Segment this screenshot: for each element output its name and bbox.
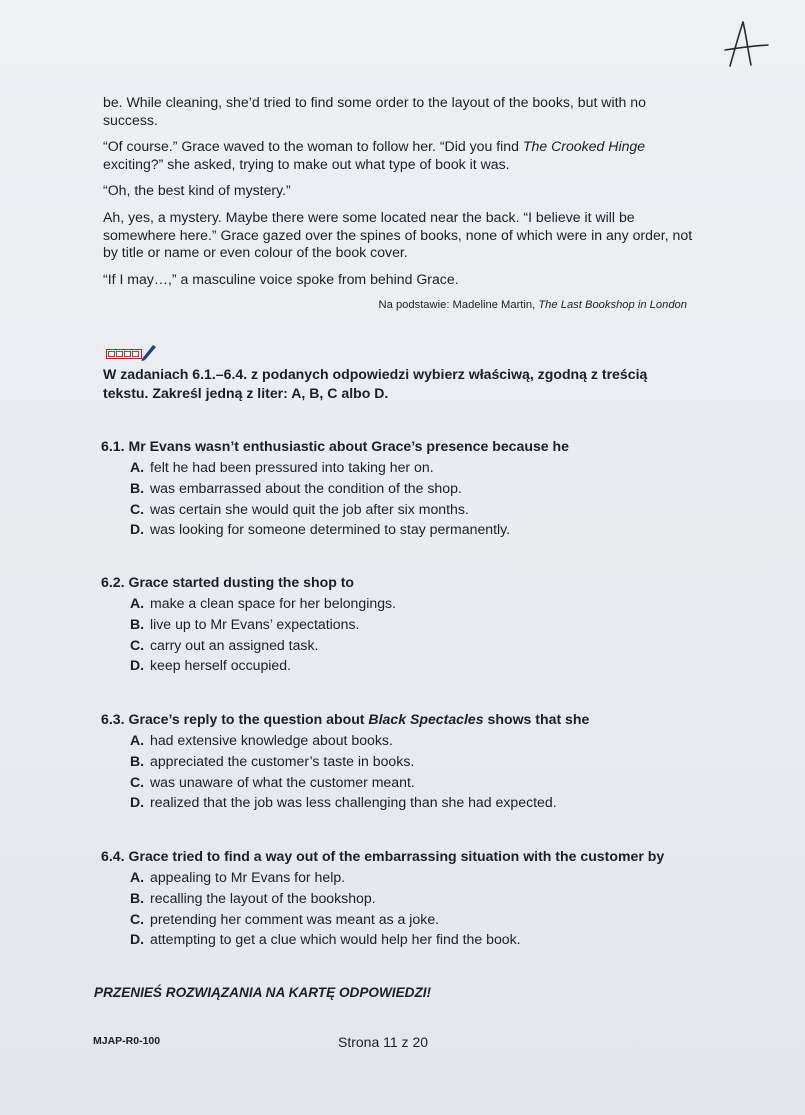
option-text: was unaware of what the customer meant. [150,773,415,790]
answer-option[interactable] [130,867,701,888]
question-number: 6.1. [101,438,125,454]
option-letter[interactable]: C. [130,773,145,790]
passage-paragraph [103,209,693,262]
question-stem [101,709,701,729]
page-number: Strona 11 z 20 [338,1034,429,1050]
question-6-2 [101,572,701,676]
option-letter[interactable]: A. [130,869,145,885]
transfer-answers-note: PRZENIEŚ ROZWIĄZANIA NA KARTĘ ODPOWIEDZI! [94,985,432,1000]
option-text: live up to Mr Evans’ expectations. [150,615,360,632]
option-text: was looking for someone determined to stay permanently. [150,521,511,538]
option-letter[interactable]: B. [130,615,145,632]
source-prefix: Na podstawie: Madeline Martin, [378,299,539,311]
option-letter[interactable]: C. [130,910,145,927]
answer-options [130,730,701,813]
option-letter[interactable]: D. [130,931,145,948]
option-text: recalling the layout of the bookshop. [150,889,376,906]
option-letter[interactable]: B. [130,752,145,769]
option-letter[interactable]: C. [130,636,145,653]
answer-option[interactable] [130,635,701,656]
option-text: realized that the job was less challenging than she had expected. [150,794,557,811]
handwritten-letter-a [722,18,770,70]
option-letter[interactable]: A. [130,595,145,611]
option-text: appealing to Mr Evans for help. [150,869,346,885]
question-6-1 [101,436,701,540]
passage-paragraph [103,94,693,129]
answer-option[interactable] [130,772,701,793]
answer-option[interactable] [130,499,701,520]
option-text: was embarrassed about the condition of the shop. [150,479,462,496]
question-stem-run-title: Black Spectacles [368,711,484,727]
option-letter[interactable]: B. [130,889,145,906]
answer-option[interactable] [130,457,701,478]
source-title: The Last Bookshop in London [538,299,687,311]
passage-paragraph [103,138,693,173]
task-instructions: W zadaniach 6.1.–6.4. z podanych odpowiedzi wybierz właściwą, zgodną z treścią tekstu. Zakreśl jedną z liter: A, B, C albo D. [103,366,648,401]
option-text: attempting to get a clue which would help her find the book. [150,931,521,948]
passage-run-title: The Crooked Hinge [522,138,646,155]
option-text: had extensive knowledge about books. [150,732,393,748]
question-stem-run-text: Grace started dusting the shop to [128,574,355,590]
question-number: 6.4. [101,848,125,864]
option-letter[interactable]: D. [130,657,145,674]
question-stem-run-text: Grace tried to find a way out of the embarrassing situation with the customer by [128,848,665,864]
passage-run-text: “If I may…,” a masculine voice spoke from behind Grace. [103,270,459,287]
answer-options [130,593,701,676]
passage-paragraph [103,182,693,200]
answer-option[interactable] [130,751,701,772]
question-stem-run-text: Grace’s reply to the question about [128,711,369,727]
answer-option[interactable] [130,478,701,499]
answer-option[interactable] [130,614,701,635]
passage-run-text: Ah, yes, a mystery. Maybe there were some located near the back. “I believe it will be somewhere here.” Grace gazed over the spines of books, none of which were in any order, not by title or name or even colour of the book cover. [103,208,693,261]
option-letter[interactable]: D. [130,794,145,811]
answer-options [130,867,701,950]
option-text: keep herself occupied. [150,657,292,674]
passage-run-text: “Oh, the best kind of mystery.” [103,182,291,199]
answer-option[interactable] [130,655,701,676]
option-text: felt he had been pressured into taking her on. [150,459,434,475]
answer-option[interactable] [130,888,701,909]
answer-option[interactable] [130,929,701,950]
pencil-boxes-icon [106,343,158,361]
answer-option[interactable] [130,730,701,751]
question-stem-run-text: shows that she [483,711,590,727]
passage-source [362,299,687,311]
answer-option[interactable] [130,593,701,614]
question-6-3 [101,709,701,813]
exam-code: MJAP-R0-100 [93,1035,161,1047]
question-stem [101,436,701,456]
answer-option[interactable] [130,909,701,930]
option-letter[interactable]: C. [130,500,145,517]
passage-paragraph [103,271,693,289]
question-stem [101,572,701,592]
option-text: was certain she would quit the job after six months. [150,500,469,517]
reading-passage [103,94,693,297]
passage-run-text: “Of course.” Grace waved to the woman to follow her. “Did you find [103,138,523,155]
passage-run-text: be. While cleaning, she’d tried to find some order to the layout of the books, but with no success. [103,94,646,128]
question-stem-run-text: Mr Evans wasn’t enthusiastic about Grace’s presence because he [128,438,569,454]
option-text: pretending her comment was meant as a joke. [150,910,440,927]
question-number: 6.3. [101,711,125,727]
option-text: carry out an assigned task. [150,636,319,653]
answer-option[interactable] [130,792,701,813]
option-letter[interactable]: A. [130,732,145,748]
passage-run-text: exciting?” she asked, trying to make out what type of book it was. [103,155,510,172]
option-letter[interactable]: D. [130,521,145,538]
option-text: make a clean space for her belongings. [150,595,397,611]
question-6-4 [101,846,701,950]
question-number: 6.2. [101,574,125,590]
option-text: appreciated the customer’s taste in books. [150,752,415,769]
option-letter[interactable]: A. [130,459,145,475]
answer-option[interactable] [130,519,701,540]
question-stem [101,846,701,866]
option-letter[interactable]: B. [130,479,145,496]
answer-options [130,457,701,540]
